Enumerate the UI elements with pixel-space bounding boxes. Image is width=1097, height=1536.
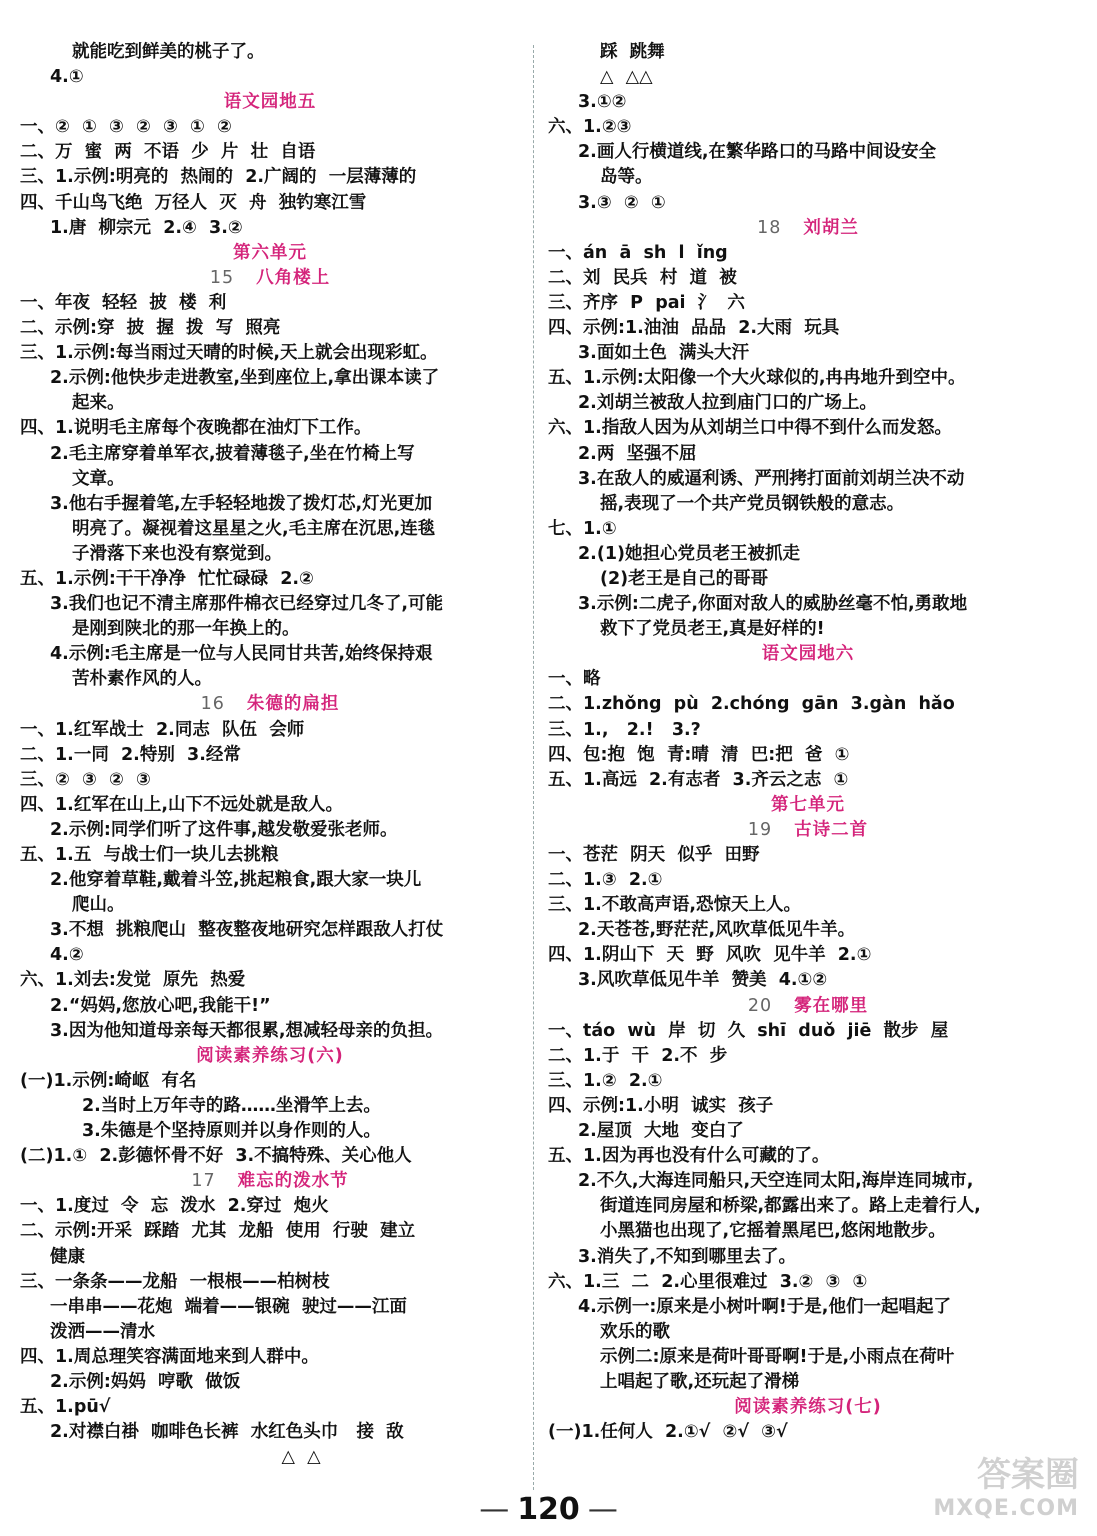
answer-line [20, 165, 520, 190]
answer-line [20, 416, 520, 441]
line-text: 街道连同房屋和桥梁,都露出来了。路上走着行人, [600, 1196, 981, 1217]
answer-line [548, 1044, 1068, 1069]
line-text: 四、1.周总理笑容满面地来到人群中。 [20, 1346, 319, 1367]
line-text: 泼洒——清水 [50, 1321, 155, 1342]
line-text: 一串串——花炮 端着——银碗 驶过——江面 [50, 1296, 407, 1317]
answer-line [20, 291, 520, 316]
line-text: 是刚到陕北的那一年换上的。 [72, 619, 300, 640]
line-text: 二、示例:穿 披 握 拨 写 照亮 [20, 318, 281, 339]
line-text: 3.①② [578, 92, 627, 113]
lesson-number: 15 [209, 267, 235, 288]
line-text: 八角楼上 [256, 267, 331, 288]
answer-line [20, 768, 520, 793]
line-text: 一、年夜 轻轻 披 楼 利 [20, 292, 227, 313]
lesson-number: 17 [191, 1171, 216, 1192]
line-text: 救下了党员老王,真是好样的! [600, 619, 825, 640]
answer-line [548, 1144, 1068, 1169]
line-text: 二、1.③ 2.① [548, 870, 663, 891]
answer-line [20, 1245, 520, 1270]
section-heading [548, 1395, 1068, 1420]
line-text: 三、1.不敢高声语,恐惊天上人。 [548, 895, 801, 916]
line-text: 三、② ③ ② ③ [20, 769, 151, 790]
answer-line [20, 1094, 520, 1119]
section-heading [20, 266, 520, 291]
line-text: 第七单元 [771, 794, 845, 815]
lesson-number: 18 [757, 217, 782, 238]
line-text: 一、② ① ③ ② ③ ① ② [20, 117, 232, 138]
line-text: 二、刘 民兵 村 道 被 [548, 267, 737, 288]
line-text: △ △△ [600, 67, 653, 88]
line-text: 四、1.阴山下 天 野 风吹 见牛羊 2.① [548, 945, 872, 966]
answer-line [548, 65, 1068, 90]
line-text: 五、1.五 与战士们一块儿去挑粮 [20, 845, 279, 865]
line-text: 小黑猫也出现了,它摇着黑尾巴,悠闲地散步。 [600, 1221, 946, 1242]
answer-line [548, 592, 1068, 617]
answer-line [20, 994, 520, 1019]
line-text: 二、示例:开采 踩踏 尤其 龙船 使用 行驶 建立 [20, 1221, 416, 1242]
line-text: (一)1.任何人 2.①√ ②√ ③√ [548, 1422, 788, 1443]
answer-line [20, 1395, 520, 1420]
answer-line [20, 1295, 520, 1320]
answer-line [548, 868, 1068, 893]
line-text: 一、án ā sh l ǐng [548, 242, 728, 263]
answer-line [548, 140, 1068, 165]
column-divider [533, 45, 534, 1490]
answer-line [548, 266, 1068, 291]
lesson-number: 20 [747, 995, 773, 1016]
answer-line [20, 1144, 520, 1169]
line-text: 四、示例:1.小明 诚实 孩子 [548, 1095, 774, 1116]
line-text: 一、1.度过 令 忘 泼水 2.穿过 炮火 [20, 1196, 329, 1217]
line-text: 明亮了。凝视着这星星之火,毛主席在沉思,连毯 [72, 518, 436, 539]
line-text: (2)老王是自己的哥哥 [600, 568, 769, 589]
answer-line [20, 1219, 520, 1244]
line-text: 文章。 [72, 468, 125, 489]
section-heading [548, 793, 1068, 818]
answer-line [20, 718, 520, 743]
answer-line [548, 115, 1068, 140]
answer-line [548, 442, 1068, 467]
section-heading [548, 994, 1068, 1019]
answer-line [548, 467, 1068, 492]
line-text: 五、1.高远 2.有志者 3.齐云之志 ① [548, 769, 849, 790]
line-text: 爬山。 [72, 895, 125, 916]
line-text: 3.他右手握着笔,左手轻轻地拨了拨灯芯,灯光更加 [50, 493, 433, 514]
line-text: 二、1.zhǒng pù 2.chóng gān 3.gàn hǎo [548, 694, 955, 715]
answer-line [548, 165, 1068, 190]
lesson-number: 16 [200, 694, 225, 715]
section-heading [548, 642, 1068, 667]
answer-line [20, 341, 520, 366]
line-text: 欢乐的歌 [600, 1321, 670, 1342]
line-text: 3.不想 挑粮爬山 整夜整夜地研究怎样跟敌人打仗 [50, 920, 444, 941]
answer-line [548, 391, 1068, 416]
line-text: 一、苍茫 阴天 似乎 田野 [548, 845, 760, 865]
answer-line [20, 743, 520, 768]
answer-line [548, 943, 1068, 968]
answer-line [548, 1295, 1068, 1320]
line-text: 三、一条条——龙船 一根根——柏树枝 [20, 1271, 330, 1292]
line-text: 2.“妈妈,您放心吧,我能干!” [50, 995, 271, 1016]
answer-line [20, 1445, 520, 1470]
line-text: 2.示例:他快步走进教室,坐到座位上,拿出课本读了 [50, 368, 440, 389]
answer-line [548, 1270, 1068, 1295]
line-text: 2.两 坚强不屈 [578, 443, 697, 464]
answer-line [548, 90, 1068, 115]
watermark-site-text: MXQE.COM [933, 1496, 1079, 1521]
line-text: 三、1., 2.! 3.? [548, 719, 701, 740]
answer-line [20, 517, 520, 542]
line-text: 五、1.pū√ [20, 1397, 111, 1418]
answer-line [548, 492, 1068, 517]
section-heading [20, 1044, 520, 1069]
section-heading [20, 241, 520, 266]
section-heading [20, 692, 520, 717]
line-text: 二、万 蜜 两 不语 少 片 壮 自语 [20, 142, 316, 163]
line-text: 四、1.说明毛主席每个夜晚都在油灯下工作。 [20, 418, 372, 439]
line-text: 3.风吹草低见牛羊 赞美 4.①② [578, 970, 828, 991]
answer-line [20, 1069, 520, 1094]
answer-line [548, 291, 1068, 316]
line-text: 4.示例一:原来是小树叶啊!于是,他们一起唱起了 [578, 1296, 951, 1317]
lesson-number: 19 [747, 819, 773, 840]
answer-line [20, 617, 520, 642]
answer-line [20, 1320, 520, 1345]
line-text: 3.因为他知道母亲每天都很累,想减轻母亲的负担。 [50, 1020, 443, 1041]
page-number-value: 120 [517, 1492, 580, 1527]
answer-line [548, 1019, 1068, 1044]
answer-line [548, 968, 1068, 993]
answer-line [20, 316, 520, 341]
answer-line [20, 542, 520, 567]
line-text: 3.在敌人的威逼利诱、严刑拷打面前刘胡兰决不动 [578, 468, 965, 489]
section-heading [20, 1169, 520, 1194]
answer-line [20, 793, 520, 818]
answer-line [548, 316, 1068, 341]
answer-line [20, 667, 520, 692]
line-text: 二、1.一同 2.特别 3.经常 [20, 744, 241, 765]
answer-line [20, 1194, 520, 1219]
line-text: 三、1.示例:每当雨过天晴的时候,天上就会出现彩虹。 [20, 343, 438, 364]
answer-line [20, 567, 520, 592]
answer-line [20, 943, 520, 968]
answer-line [20, 1370, 520, 1395]
line-text: 三、1.示例:明亮的 热闹的 2.广阔的 一层薄薄的 [20, 167, 417, 188]
line-text: 3.示例:二虎子,你面对敌人的威胁丝毫不怕,勇敢地 [578, 594, 968, 615]
line-text: 六、1.指敌人因为从刘胡兰口中得不到什么而发怒。 [548, 418, 952, 439]
answer-line [548, 40, 1068, 65]
answer-line [548, 617, 1068, 642]
answer-line [548, 918, 1068, 943]
answer-line [548, 517, 1068, 542]
line-text: 3.面如土色 满头大汗 [578, 343, 750, 364]
answer-line [548, 692, 1068, 717]
line-text: 2.屋顶 大地 变白了 [578, 1121, 744, 1142]
watermark-logo-text: 答案圈 [977, 1455, 1079, 1495]
answer-line [20, 642, 520, 667]
answer-line [548, 1245, 1068, 1270]
answer-line [548, 1420, 1068, 1445]
line-text: (二)1.① 2.彭德怀骨不好 3.不搞特殊、关心他人 [20, 1146, 412, 1167]
line-text: 2.对襟白褂 咖啡色长裤 水红色头巾 接 敌 [50, 1422, 404, 1443]
line-text: 五、1.因为再也没有什么可藏的了。 [548, 1146, 830, 1167]
line-text: 起来。 [72, 393, 125, 414]
answer-line [20, 216, 520, 241]
line-text: △ △ [50, 1447, 321, 1468]
line-text: 五、1.示例:干干净净 忙忙碌碌 2.② [20, 568, 314, 589]
answer-line [20, 1345, 520, 1370]
line-text: 语文园地六 [761, 644, 855, 665]
answer-line [548, 567, 1068, 592]
line-text: 2.毛主席穿着单军衣,披着薄毯子,坐在竹椅上写 [50, 443, 415, 464]
answer-line [548, 1219, 1068, 1244]
section-heading [548, 216, 1068, 241]
line-text: 2.刘胡兰被敌人拉到庙门口的广场上。 [578, 393, 877, 414]
answer-line [548, 1320, 1068, 1345]
answer-line [548, 416, 1068, 441]
line-text: 一、táo wù 岸 切 久 shī duǒ jiē 散步 屋 [548, 1020, 949, 1041]
line-text: 苦朴素作风的人。 [72, 669, 212, 690]
line-text: 2.画人行横道线,在繁华路口的马路中间设安全 [578, 142, 936, 163]
answer-line [548, 743, 1068, 768]
page-number: — 120 — [479, 1492, 618, 1527]
answer-line [548, 1194, 1068, 1219]
line-text: 语文园地五 [223, 92, 317, 113]
answer-line [20, 115, 520, 140]
line-text: 四、包:抱 饱 青:晴 清 巴:把 爸 ① [548, 744, 850, 765]
line-text: 4.示例:毛主席是一位与人民同甘共苦,始终保持艰 [50, 644, 433, 665]
section-heading [548, 818, 1068, 843]
line-text: 子滑落下来也没有察觉到。 [72, 543, 282, 564]
section-heading [20, 90, 520, 115]
line-text: 第六单元 [233, 242, 307, 263]
answer-line [20, 40, 520, 65]
answer-line [548, 1370, 1068, 1395]
answer-line [20, 1270, 520, 1295]
line-text: 三、1.② 2.① [548, 1070, 663, 1091]
line-text: 一、略 [548, 669, 601, 690]
line-text: 刘胡兰 [803, 217, 859, 238]
answer-line [548, 241, 1068, 266]
line-text: 四、千山鸟飞绝 万径人 灭 舟 独钓寒江雪 [20, 192, 367, 213]
line-text: 七、1.① [548, 518, 617, 539]
answer-line [548, 893, 1068, 918]
line-text: 雾在哪里 [794, 995, 869, 1016]
line-text: 阅读素养练习(六) [196, 1045, 344, 1066]
answer-line [548, 1119, 1068, 1144]
answer-line [20, 391, 520, 416]
line-text: 3.我们也记不清主席那件棉衣已经穿过几冬了,可能 [50, 594, 443, 615]
line-text: 2.(1)她担心党员老王被抓走 [578, 543, 800, 564]
line-text: 3.消失了,不知到哪里去了。 [578, 1246, 796, 1267]
answer-line [548, 542, 1068, 567]
line-text: 1.唐 柳宗元 2.④ 3.② [50, 217, 243, 238]
left-column [20, 40, 520, 1470]
line-text: 朱德的扁担 [246, 694, 340, 715]
answer-line [20, 442, 520, 467]
answer-line [20, 968, 520, 993]
line-text: 五、1.示例:太阳像一个大火球似的,冉冉地升到空中。 [548, 368, 966, 389]
line-text: 六、1.三 二 2.心里很难过 3.② ③ ① [548, 1271, 868, 1292]
answer-line [548, 667, 1068, 692]
line-text: 摇,表现了一个共产党员钢铁般的意志。 [600, 493, 905, 514]
answer-line [20, 868, 520, 893]
line-text: 3.③ ② ① [578, 192, 666, 213]
answer-line [20, 893, 520, 918]
line-text: 上唱起了歌,还玩起了滑梯 [600, 1371, 800, 1392]
answer-line [20, 1019, 520, 1044]
line-text: 六、1.②③ [548, 117, 632, 138]
answer-line [20, 918, 520, 943]
line-text: 三、齐序 P pai 氵 六 [548, 292, 745, 313]
line-text: 古诗二首 [794, 819, 869, 840]
line-text: 2.不久,大海连同船只,天空连同太阳,海岸连同城市, [578, 1171, 974, 1192]
answer-line [548, 1069, 1068, 1094]
line-text: 阅读素养练习(七) [734, 1397, 882, 1418]
line-text: 二、1.于 干 2.不 步 [548, 1045, 728, 1066]
answer-line [20, 366, 520, 391]
line-text: 示例二:原来是荷叶哥哥啊!于是,小雨点在荷叶 [600, 1346, 955, 1367]
line-text: 2.示例:妈妈 哼歌 做饭 [50, 1371, 241, 1392]
line-text: 六、1.刘去:发觉 原先 热爱 [20, 970, 246, 991]
answer-line [548, 718, 1068, 743]
answer-line [548, 1169, 1068, 1194]
line-text: 4.② [50, 945, 84, 966]
line-text: 2.天苍苍,野茫茫,风吹草低见牛羊。 [578, 920, 856, 941]
line-text: 岛等。 [600, 167, 653, 188]
answer-line [20, 818, 520, 843]
answer-line [548, 341, 1068, 366]
line-text: 2.他穿着草鞋,戴着斗笠,挑起粮食,跟大家一块儿 [50, 870, 422, 891]
answer-line [20, 140, 520, 165]
line-text: 4.① [50, 67, 84, 88]
answer-line [548, 843, 1068, 868]
line-text: 四、1.红军在山上,山下不远处就是敌人。 [20, 794, 343, 815]
answer-line [548, 768, 1068, 793]
line-text: 2.示例:同学们听了这件事,越发敬爱张老师。 [50, 819, 398, 840]
watermark-logo [905, 1455, 1085, 1529]
line-text: 健康 [50, 1246, 85, 1267]
line-text: 难忘的泼水节 [237, 1171, 349, 1192]
answer-line [548, 1094, 1068, 1119]
line-text: 3.朱德是个坚持原则并以身作则的人。 [82, 1121, 381, 1142]
answer-line [548, 366, 1068, 391]
answer-line [20, 191, 520, 216]
line-text: 就能吃到鲜美的桃子了。 [72, 42, 265, 62]
answer-line [548, 1345, 1068, 1370]
line-text: 四、示例:1.油油 品品 2.大雨 玩具 [548, 318, 840, 339]
line-text: 踩 跳舞 [600, 42, 665, 62]
line-text: 2.当时上万年寺的路……坐滑竿上去。 [82, 1095, 381, 1116]
line-text: 一、1.红军战士 2.同志 队伍 会师 [20, 719, 305, 740]
right-column [548, 40, 1068, 1445]
answer-line [20, 467, 520, 492]
answer-line [20, 592, 520, 617]
answer-line [20, 1420, 520, 1445]
answer-line [20, 492, 520, 517]
answer-line [548, 191, 1068, 216]
answer-line [20, 65, 520, 90]
answer-line [20, 843, 520, 868]
answer-line [20, 1119, 520, 1144]
line-text: (一)1.示例:崎岖 有名 [20, 1070, 197, 1091]
